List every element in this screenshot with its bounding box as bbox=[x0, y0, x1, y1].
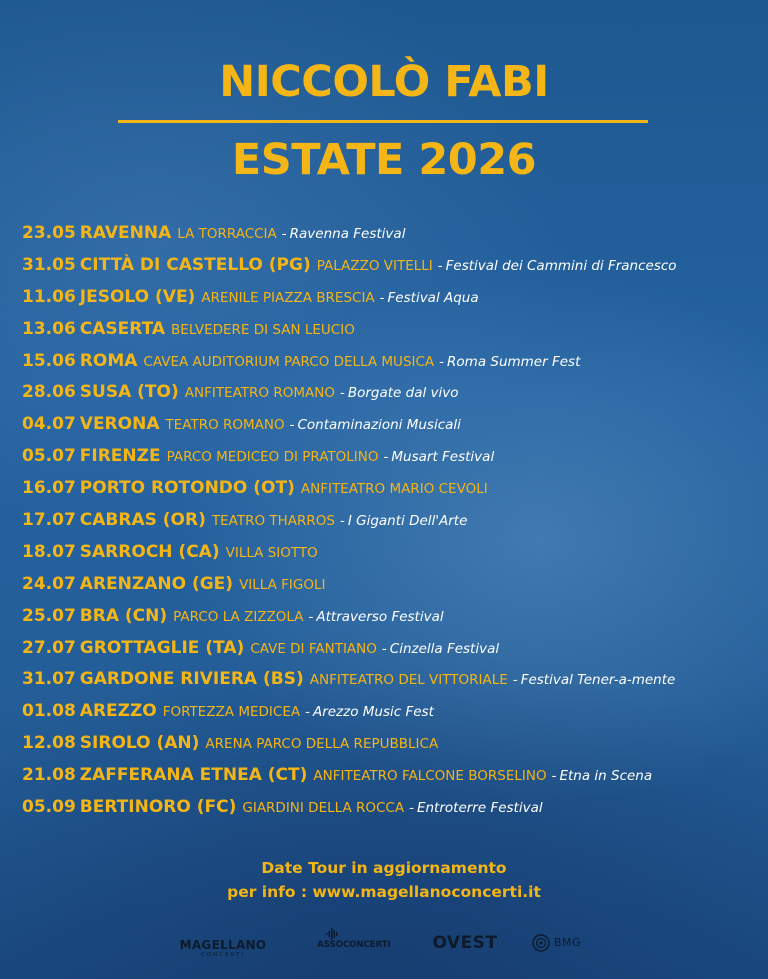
tour-venue: PARCO LA ZIZZOLA bbox=[173, 608, 304, 625]
tour-festival: Entroterre Festival bbox=[416, 800, 543, 817]
artist-title: NICCOLÒ FABI bbox=[219, 57, 549, 107]
tour-update-note: Date Tour in aggiornamento bbox=[261, 859, 507, 877]
tour-venue: GIARDINI DELLA ROCCA bbox=[242, 800, 405, 817]
festival-separator: - bbox=[289, 417, 295, 434]
tour-festival: Ravenna Festival bbox=[289, 226, 406, 242]
tour-venue: CAVEA AUDITORIUM PARCO DELLA MUSICA bbox=[143, 353, 435, 370]
festival-separator: - bbox=[439, 353, 445, 370]
partner-logos bbox=[0, 928, 768, 964]
tour-venue: TEATRO ROMANO bbox=[165, 417, 285, 434]
tour-venue: VILLA FIGOLI bbox=[239, 576, 326, 593]
tour-city: BERTINORO (FC) bbox=[79, 797, 237, 818]
tour-date-row bbox=[22, 251, 762, 283]
bmg-logo bbox=[532, 933, 602, 953]
festival-separator: - bbox=[379, 289, 385, 306]
tour-date: 25.07 bbox=[22, 605, 76, 626]
tour-venue: PARCO MEDICEO DI PRATOLINO bbox=[166, 449, 379, 466]
tour-city: ROMA bbox=[79, 350, 138, 371]
tour-venue: ARENILE PIAZZA BRESCIA bbox=[201, 289, 375, 306]
tour-festival: Festival dei Cammini di Francesco bbox=[445, 257, 677, 274]
tour-date: 24.07 bbox=[22, 573, 76, 594]
bmg-logo-text: BMG bbox=[554, 936, 582, 949]
tour-date-row bbox=[22, 793, 762, 825]
assoconcerti-logo-text: ASSOCONCERTI bbox=[317, 940, 391, 950]
tour-city: SIROLO (AN) bbox=[79, 733, 200, 754]
festival-separator: - bbox=[409, 800, 414, 817]
tour-city: SARROCH (CA) bbox=[79, 541, 220, 562]
tour-city: BRA (CN) bbox=[79, 605, 168, 626]
tour-city: ZAFFERANA ETNEA (CT) bbox=[79, 765, 308, 786]
festival-separator: - bbox=[339, 513, 345, 530]
ovest-logo: OVEST bbox=[432, 933, 498, 953]
tour-date-row bbox=[22, 347, 762, 379]
festival-separator: - bbox=[512, 672, 518, 689]
festival-separator: - bbox=[383, 449, 389, 466]
tour-city: CABRAS (OR) bbox=[79, 510, 206, 531]
tour-venue: ANFITEATRO ROMANO bbox=[184, 385, 335, 402]
tour-date: 28.06 bbox=[22, 382, 76, 403]
tour-city: JESOLO (VE) bbox=[79, 286, 196, 307]
tour-date-row bbox=[22, 570, 762, 602]
tour-date-row bbox=[22, 315, 762, 347]
tour-date: 23.05 bbox=[22, 223, 76, 243]
magellano-logo-subtext: CONCERTI bbox=[200, 952, 245, 958]
tour-date-row bbox=[22, 538, 762, 570]
tour-festival: Festival Tener-a-mente bbox=[520, 672, 676, 689]
tour-city: GROTTAGLIE (TA) bbox=[79, 637, 245, 658]
tour-date-row bbox=[22, 729, 762, 761]
tour-date: 04.07 bbox=[22, 414, 76, 435]
tour-date-row bbox=[22, 761, 762, 793]
festival-separator: - bbox=[308, 608, 314, 625]
tour-date: 31.07 bbox=[22, 669, 76, 690]
tour-festival: Festival Aqua bbox=[387, 289, 479, 306]
tour-city: VERONA bbox=[79, 414, 160, 435]
magellano-concerti-logo bbox=[172, 928, 274, 959]
tour-date-row bbox=[22, 283, 762, 315]
tour-venue: ARENA PARCO DELLA REPUBBLICA bbox=[205, 736, 439, 753]
tour-city: ARENZANO (GE) bbox=[79, 573, 234, 594]
tour-date: 13.06 bbox=[22, 318, 76, 339]
tour-city: AREZZO bbox=[79, 701, 157, 722]
assoconcerti-waveform-icon bbox=[312, 928, 352, 940]
tour-date-row bbox=[22, 697, 762, 729]
tour-festival: Cinzella Festival bbox=[389, 640, 500, 657]
tour-date-row bbox=[22, 665, 762, 697]
tour-date-row bbox=[22, 506, 762, 538]
tour-city: PORTO ROTONDO (OT) bbox=[79, 478, 295, 499]
festival-separator: - bbox=[281, 226, 287, 242]
tour-date-row bbox=[22, 602, 762, 634]
tour-festival: Etna in Scena bbox=[559, 768, 653, 785]
season-title: ESTATE 2026 bbox=[231, 135, 537, 185]
bmg-emblem-icon bbox=[532, 934, 550, 952]
tour-date-row bbox=[22, 442, 762, 474]
tour-dates-list bbox=[22, 219, 762, 825]
festival-separator: - bbox=[551, 768, 557, 785]
tour-city: RAVENNA bbox=[79, 223, 172, 243]
tour-venue: VILLA SIOTTO bbox=[225, 544, 318, 561]
tour-venue: FORTEZZA MEDICEA bbox=[162, 704, 301, 721]
assoconcerti-logo bbox=[312, 928, 396, 950]
tour-city: CITTÀ DI CASTELLO (PG) bbox=[79, 254, 311, 275]
tour-venue: LA TORRACCIA bbox=[177, 226, 277, 242]
tour-date: 15.06 bbox=[22, 350, 76, 371]
tour-venue: TEATRO THARROS bbox=[211, 513, 335, 530]
tour-date: 12.08 bbox=[22, 733, 76, 754]
tour-date-row bbox=[22, 634, 762, 666]
tour-date: 05.07 bbox=[22, 446, 76, 467]
festival-separator: - bbox=[305, 704, 310, 721]
tour-date: 17.07 bbox=[22, 510, 76, 531]
festival-separator: - bbox=[437, 257, 443, 274]
tour-date: 21.08 bbox=[22, 765, 76, 786]
tour-date-row bbox=[22, 410, 762, 442]
tour-date-row bbox=[22, 219, 762, 251]
festival-separator: - bbox=[381, 640, 387, 657]
tour-date: 11.06 bbox=[22, 286, 76, 307]
tour-festival: Musart Festival bbox=[391, 449, 495, 466]
tour-venue: BELVEDERE DI SAN LEUCIO bbox=[171, 321, 355, 338]
tour-venue: PALAZZO VITELLI bbox=[316, 257, 433, 274]
tour-date-row bbox=[22, 378, 762, 410]
tour-date-row bbox=[22, 474, 762, 506]
tour-venue: ANFITEATRO MARIO CEVOLI bbox=[300, 481, 488, 498]
title-divider bbox=[118, 120, 648, 123]
tour-venue: CAVE DI FANTIANO bbox=[250, 640, 377, 657]
info-website[interactable]: per info : www.magellanoconcerti.it bbox=[227, 883, 541, 901]
tour-festival: I Giganti Dell'Arte bbox=[347, 513, 468, 530]
tour-festival: Borgate dal vivo bbox=[347, 385, 459, 402]
tour-city: FIRENZE bbox=[79, 446, 161, 467]
tour-festival: Contaminazioni Musicali bbox=[297, 417, 461, 434]
tour-festival: Attraverso Festival bbox=[316, 608, 444, 625]
tour-date: 16.07 bbox=[22, 478, 76, 499]
tour-date: 31.05 bbox=[22, 254, 76, 275]
tour-venue: ANFITEATRO DEL VITTORIALE bbox=[309, 672, 508, 689]
tour-date: 18.07 bbox=[22, 541, 76, 562]
tour-venue: ANFITEATRO FALCONE BORSELINO bbox=[313, 768, 547, 785]
festival-separator: - bbox=[339, 385, 345, 402]
tour-date: 01.08 bbox=[22, 701, 76, 722]
tour-city: SUSA (TO) bbox=[79, 382, 179, 403]
tour-date: 27.07 bbox=[22, 637, 76, 658]
magellano-logo-text: MAGELLANO bbox=[179, 938, 267, 952]
tour-date: 05.09 bbox=[22, 797, 76, 818]
tour-city: GARDONE RIVIERA (BS) bbox=[79, 669, 304, 690]
tour-festival: Roma Summer Fest bbox=[447, 353, 581, 370]
tour-festival: Arezzo Music Fest bbox=[312, 704, 434, 721]
tour-city: CASERTA bbox=[79, 318, 166, 339]
